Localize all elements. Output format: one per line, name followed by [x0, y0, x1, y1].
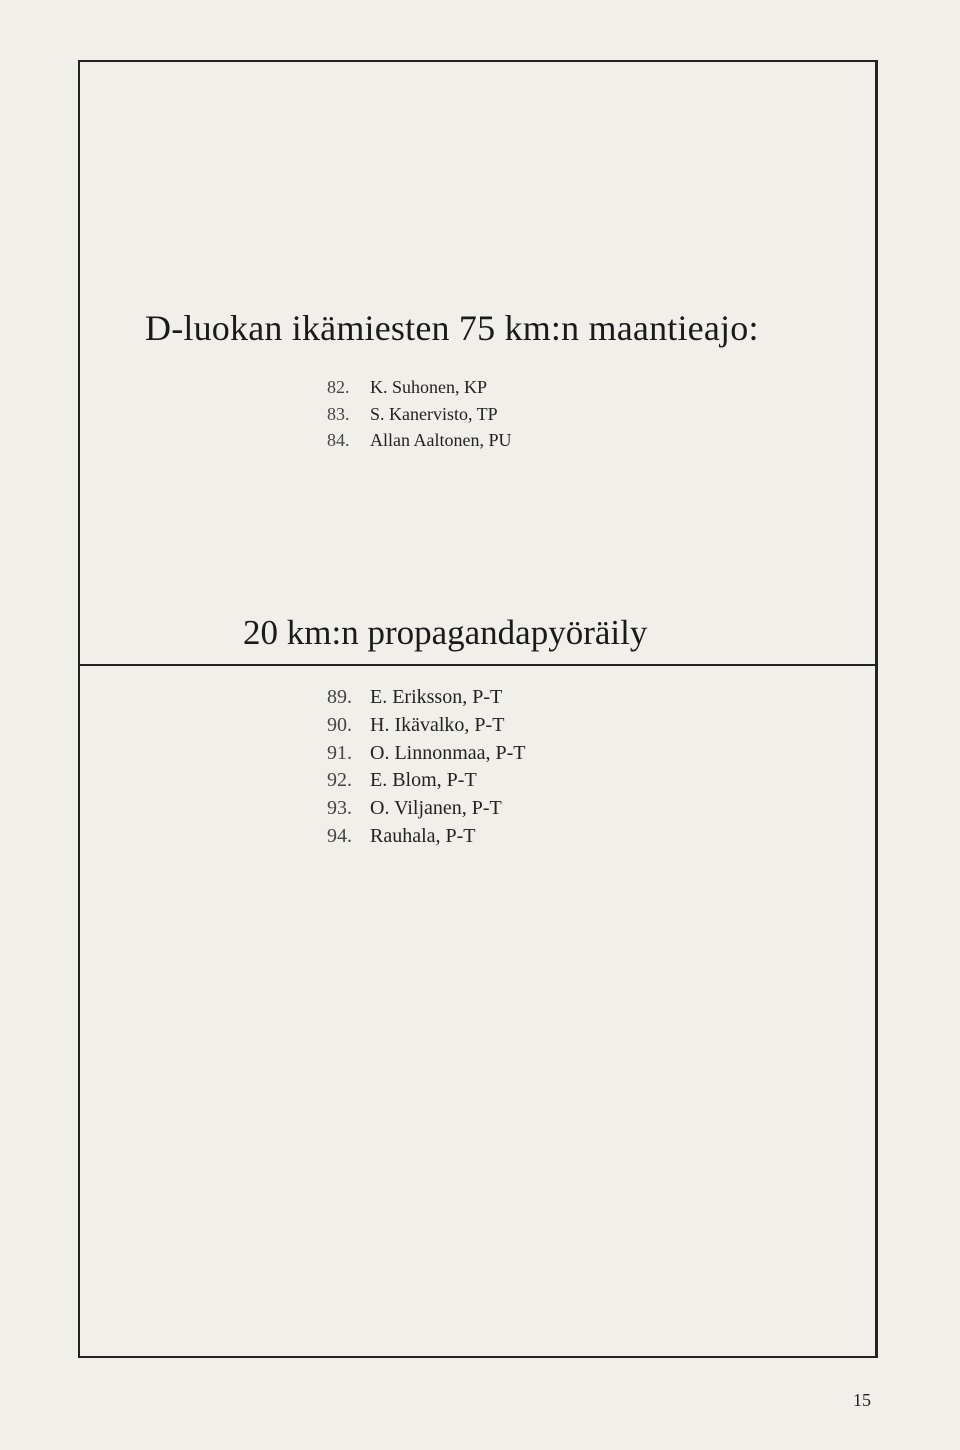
entry-name: S. Kanervisto, TP: [370, 403, 498, 424]
entry-name: O. Viljanen, P-T: [370, 797, 502, 820]
entry-number: 82.: [327, 377, 350, 397]
entry-number: 93.: [327, 797, 352, 820]
list-item: [327, 374, 512, 401]
section-2-heading: 20 km:n propagandapyöräily: [243, 613, 648, 652]
entry-name: E. Blom, P-T: [370, 769, 477, 792]
entry-name: H. Ikävalko, P-T: [370, 713, 505, 736]
page-number: 15: [853, 1390, 871, 1410]
entry-name: Rauhala, P-T: [370, 824, 476, 847]
list-item: [327, 712, 526, 740]
list-item: [327, 767, 526, 795]
entry-number: 84.: [327, 430, 350, 451]
page-frame-upper: [78, 60, 878, 666]
section-1-heading: D-luokan ikämiesten 75 km:n maantieajo:: [145, 308, 759, 348]
section-2-list: [327, 684, 526, 851]
entry-name: Allan Aaltonen, PU: [370, 430, 512, 451]
entry-name: K. Suhonen, KP: [370, 377, 488, 397]
list-item: [327, 401, 512, 428]
list-item: [327, 795, 526, 823]
list-item: [327, 427, 512, 454]
section-1-list: [327, 374, 512, 454]
list-item: [327, 823, 526, 851]
list-item: [327, 740, 526, 768]
entry-number: 89.: [327, 686, 352, 708]
entry-number: 83.: [327, 403, 350, 424]
entry-name: E. Eriksson, P-T: [370, 686, 503, 708]
entry-number: 92.: [327, 769, 352, 792]
list-item: [327, 684, 526, 712]
entry-number: 91.: [327, 741, 352, 764]
entry-name: O. Linnonmaa, P-T: [370, 741, 526, 764]
entry-number: 90.: [327, 713, 352, 736]
entry-number: 94.: [327, 824, 352, 847]
